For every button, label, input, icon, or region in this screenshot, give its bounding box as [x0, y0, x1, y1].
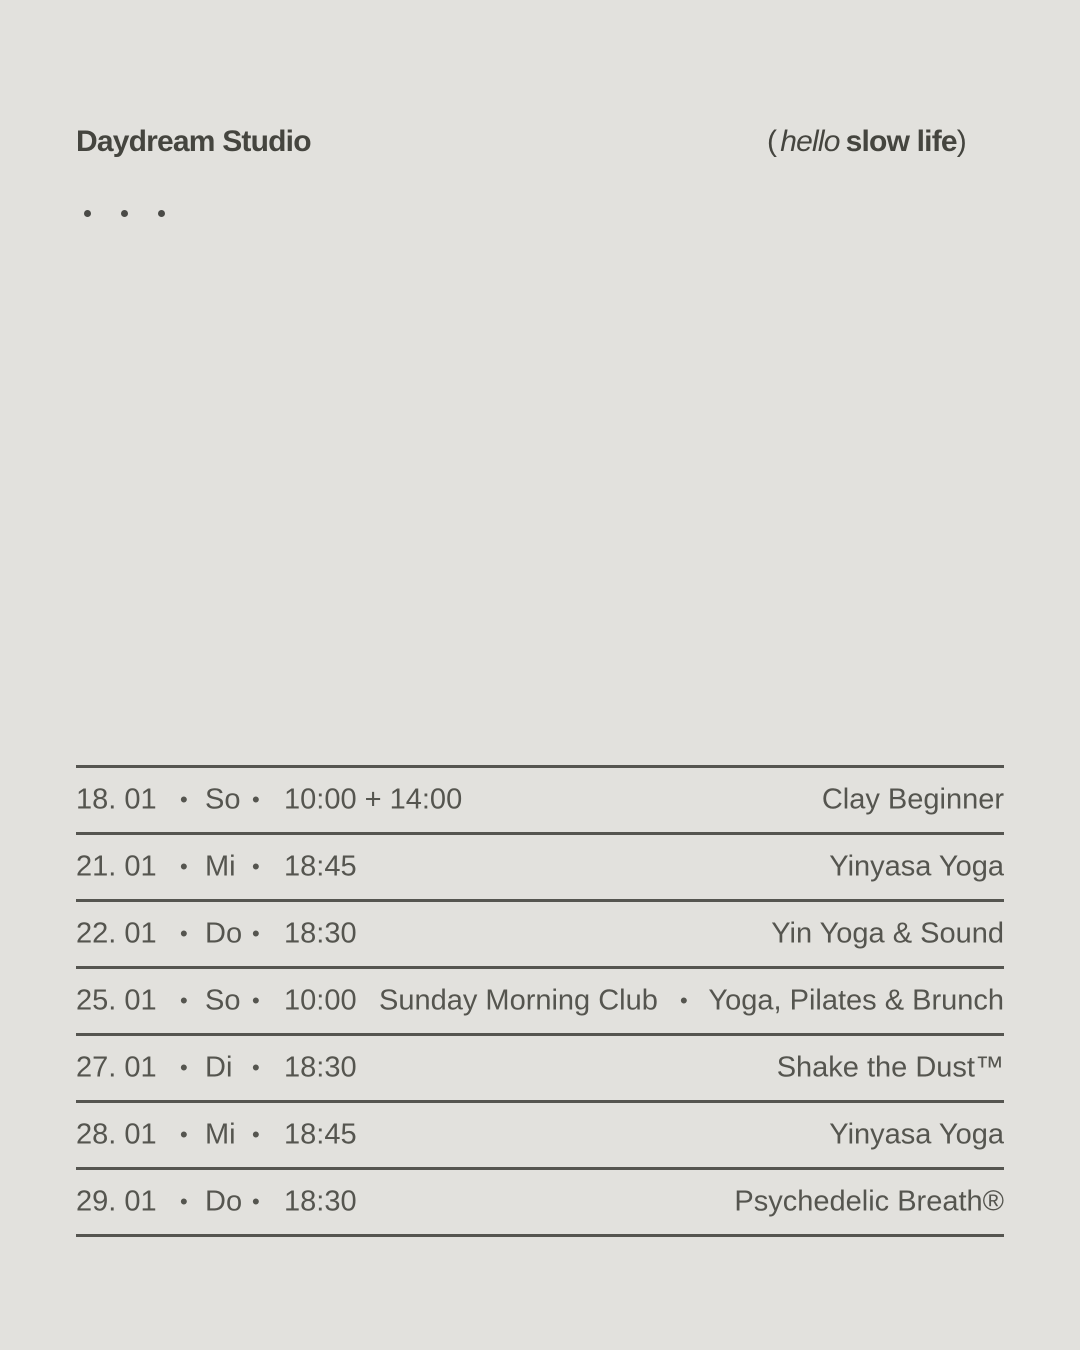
bullet-separator: •	[252, 854, 260, 879]
tagline-close-paren: )	[956, 125, 966, 158]
schedule-time: 18:30	[284, 1051, 357, 1084]
dot-icon	[158, 210, 165, 217]
schedule-row	[76, 768, 1004, 835]
schedule-row	[76, 1170, 1004, 1237]
schedule-row	[76, 1103, 1004, 1170]
schedule-date: 27. 01	[76, 1051, 157, 1084]
bullet-separator: •	[180, 921, 188, 946]
schedule-class-title: Psychedelic Breath®	[734, 1185, 1004, 1218]
schedule-weekday: Mi	[205, 1118, 236, 1151]
schedule-date: 21. 01	[76, 850, 157, 883]
schedule-weekday: Mi	[205, 850, 236, 883]
tagline	[767, 122, 966, 162]
schedule-class-title: Yinyasa Yoga	[829, 850, 1004, 883]
bullet-separator: •	[252, 988, 260, 1013]
schedule-row	[76, 969, 1004, 1036]
schedule-time: 10:00 + 14:00	[284, 783, 463, 816]
schedule-class-title: Shake the Dust™	[776, 1051, 1004, 1084]
schedule-class-title: Yinyasa Yoga	[829, 1118, 1004, 1151]
schedule-date: 25. 01	[76, 984, 157, 1017]
schedule-weekday: So	[205, 783, 241, 816]
tagline-slow-life: slow life	[845, 125, 957, 158]
schedule-weekday: Di	[205, 1051, 233, 1084]
schedule-event-name: Sunday Morning Club	[379, 984, 658, 1017]
bullet-separator: •	[252, 1122, 260, 1147]
bullet-separator: •	[180, 1122, 188, 1147]
schedule-class-title: Yin Yoga & Sound	[771, 917, 1004, 950]
schedule-date: 18. 01	[76, 783, 157, 816]
bullet-separator: •	[252, 921, 260, 946]
schedule-time: 10:00	[284, 984, 357, 1017]
bullet-separator: •	[252, 1189, 260, 1214]
schedule-time: 18:30	[284, 1185, 357, 1218]
schedule-date: 29. 01	[76, 1185, 157, 1218]
ellipsis-dots-icon	[84, 210, 165, 217]
dot-icon	[121, 210, 128, 217]
tagline-open-paren: (	[767, 125, 777, 158]
bullet-separator: •	[180, 988, 188, 1013]
schedule-weekday: Do	[205, 1185, 243, 1218]
schedule-weekday: So	[205, 984, 241, 1017]
schedule-row	[76, 835, 1004, 902]
bullet-separator: •	[252, 787, 260, 812]
class-schedule	[76, 765, 1004, 1237]
schedule-date: 22. 01	[76, 917, 157, 950]
schedule-row	[76, 902, 1004, 969]
schedule-row	[76, 1036, 1004, 1103]
bullet-separator: •	[180, 1189, 188, 1214]
bullet-separator: •	[680, 988, 688, 1013]
tagline-hello: hello	[780, 125, 840, 158]
schedule-time: 18:45	[284, 850, 357, 883]
schedule-time: 18:45	[284, 1118, 357, 1151]
schedule-date: 28. 01	[76, 1118, 157, 1151]
bullet-separator: •	[180, 787, 188, 812]
schedule-weekday: Do	[205, 917, 243, 950]
bullet-separator: •	[252, 1055, 260, 1080]
bullet-separator: •	[180, 1055, 188, 1080]
dot-icon	[84, 210, 91, 217]
studio-name: Daydream Studio	[76, 125, 311, 158]
schedule-time: 18:30	[284, 917, 357, 950]
bullet-separator: •	[180, 854, 188, 879]
schedule-class-title: Yoga, Pilates & Brunch	[708, 984, 1004, 1017]
schedule-class-title: Clay Beginner	[821, 783, 1004, 816]
